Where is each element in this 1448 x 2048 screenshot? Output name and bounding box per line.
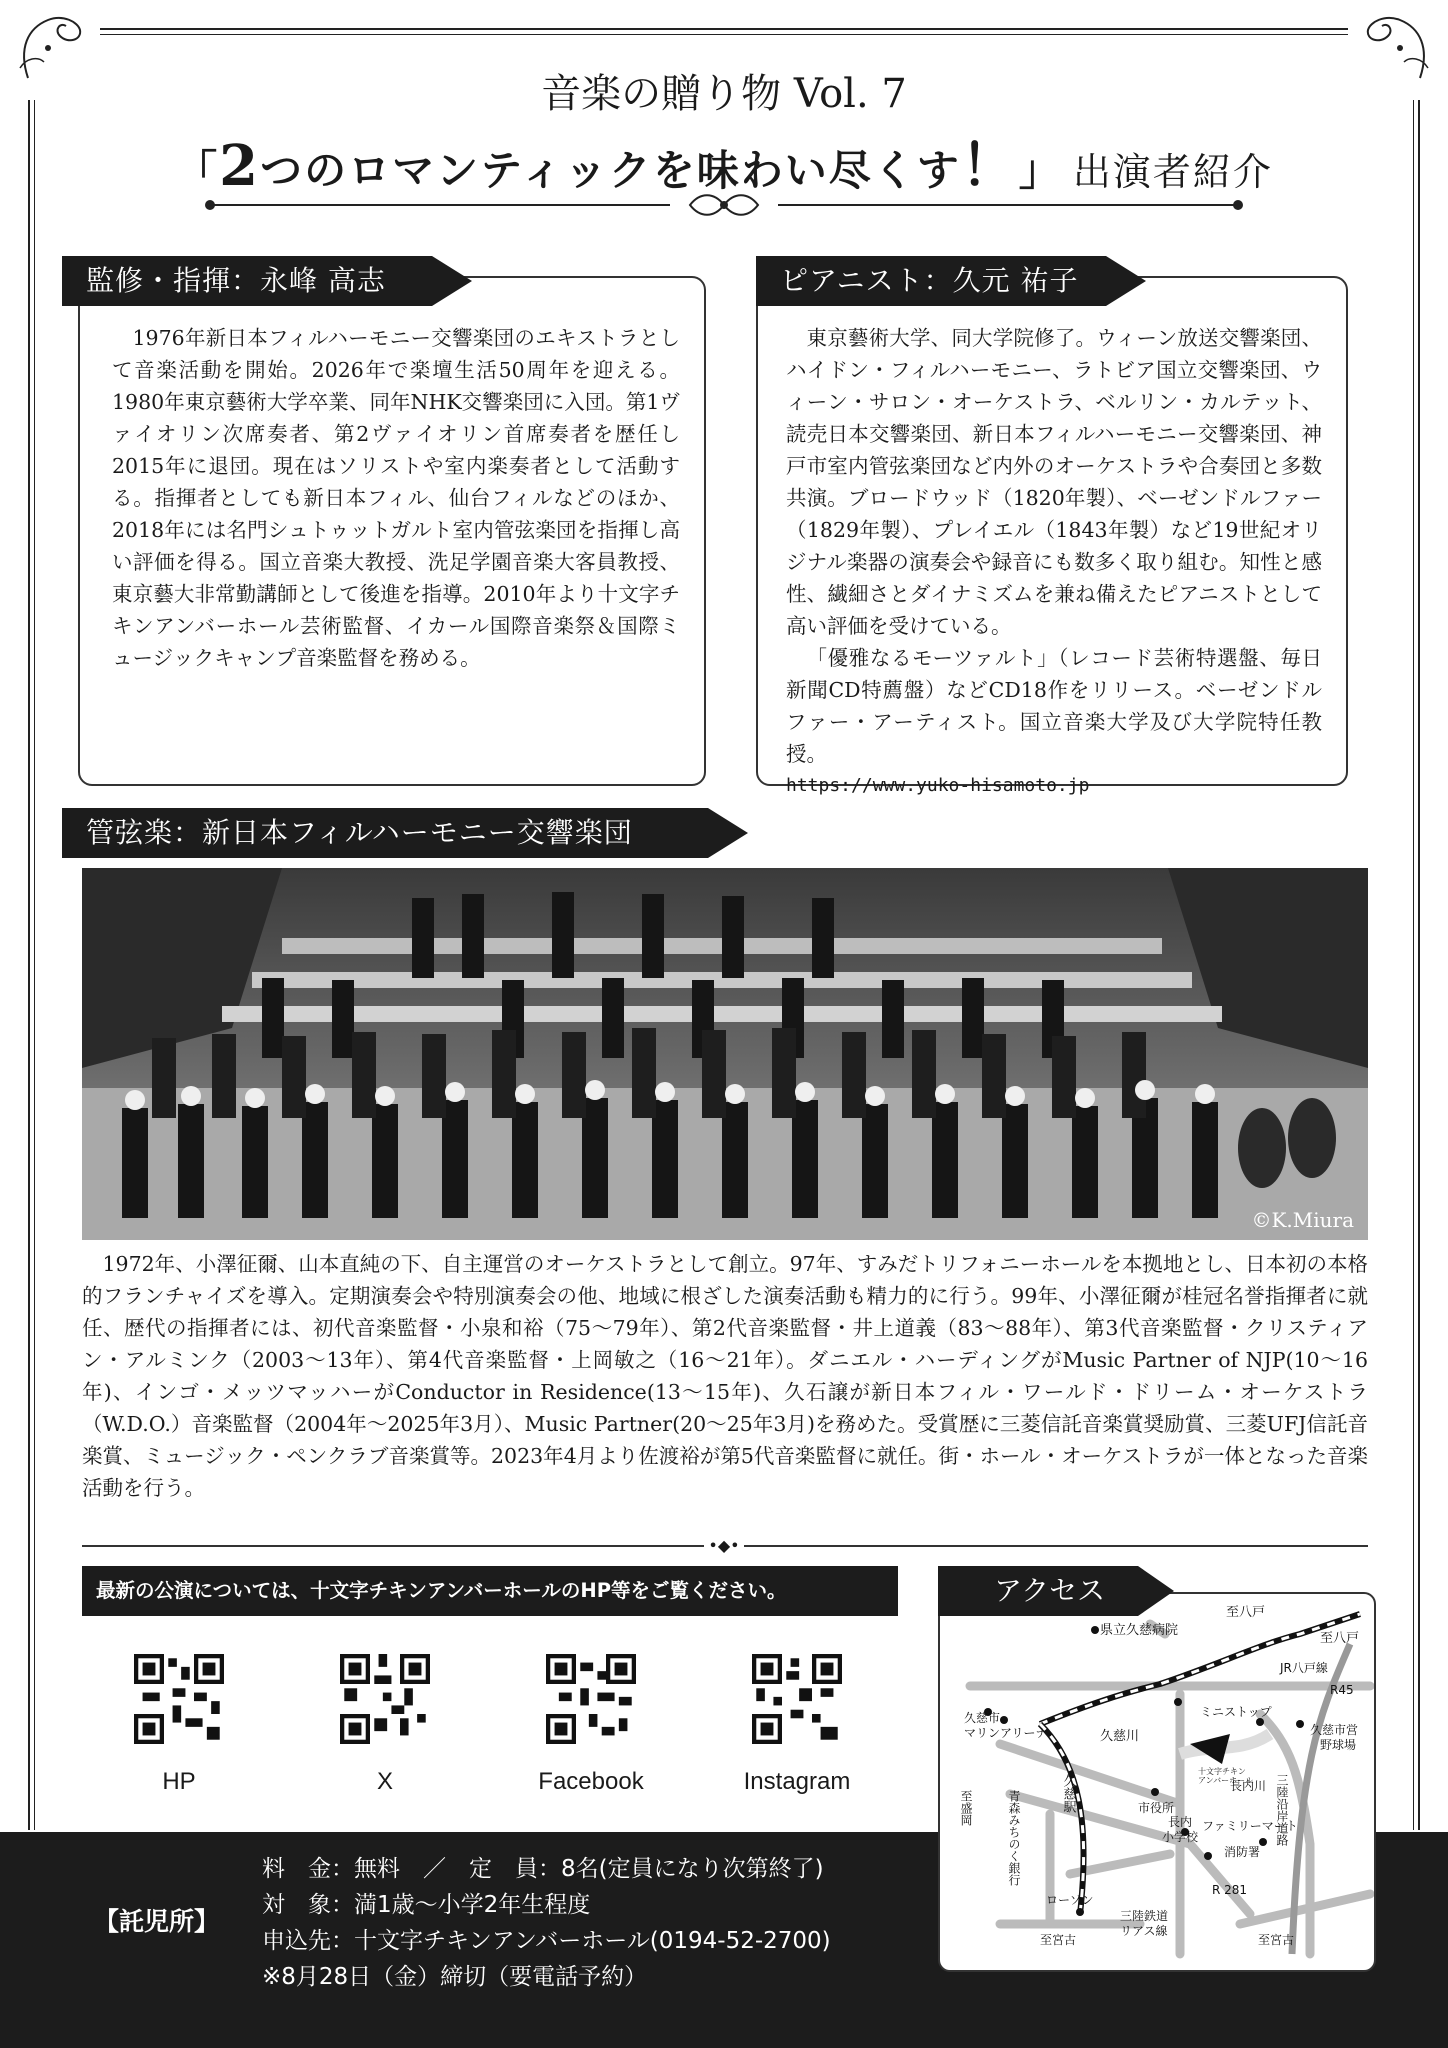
map-label-hachinohe-2: 至八戸 xyxy=(1320,1631,1360,1646)
title-exclamation: ！ xyxy=(960,133,1019,199)
title-open-bracket: 「 xyxy=(175,146,220,195)
access-tag: アクセス xyxy=(938,1566,1138,1616)
qr-code-instagram-icon[interactable] xyxy=(752,1654,842,1744)
map-label-family-mart: ファミリーマート xyxy=(1202,1819,1298,1833)
frame-right-line xyxy=(1418,100,1420,1830)
map-label-marine-1: 久慈市 xyxy=(964,1711,1001,1725)
pianist-website-link[interactable]: https://www.yuko-hisamoto.jp xyxy=(786,775,1090,796)
frame-top-line-inner xyxy=(100,34,1348,35)
frame-top-line xyxy=(100,28,1348,30)
map-label-aomori-bank: 青森みちのく銀行 xyxy=(1007,1790,1021,1886)
orchestra-photo-image xyxy=(82,868,1368,1240)
orchestra-bio xyxy=(82,1248,1368,1504)
map-label-rias-1: 三陸鉄道 xyxy=(1120,1909,1169,1923)
divider-ornament-icon: •◆• xyxy=(704,1536,744,1556)
map-label-marine xyxy=(964,1710,1048,1740)
map-label-miyako-1: 至宮古 xyxy=(1040,1933,1077,1947)
pianist-bio-text-2: 「優雅なるモーツァルト」（レコード芸術特選盤、毎日新聞CD特薦盤）などCD18作をリリース。ベーゼンドルファー・アーティスト。国立音楽大学及び大学院特任教授。 xyxy=(786,646,1322,766)
daycare-line-deadline: ※8月28日（金）締切（要電話予約） xyxy=(262,1964,648,1990)
pianist-tag: ピアニスト：久元 祐子 xyxy=(756,256,1106,306)
map-label-hospital: 県立久慈病院 xyxy=(1100,1623,1179,1638)
map-label-baseball-2: 野球場 xyxy=(1320,1738,1357,1752)
qr-label-facebook[interactable]: Facebook xyxy=(538,1768,644,1795)
conductor-bio xyxy=(112,322,680,674)
map-label-marine-2: マリンアリーナ xyxy=(964,1726,1048,1740)
map-label-hachinohe-1: 至八戸 xyxy=(1226,1605,1266,1620)
map-label-rias-2: リアス線 xyxy=(1120,1924,1168,1938)
map-label-morioka: 至盛岡 xyxy=(959,1790,973,1826)
conductor-tag: 監修・指揮：永峰 高志 xyxy=(62,256,432,306)
map-label-baseball-1: 久慈市営 xyxy=(1310,1723,1359,1737)
photo-credit: ©K.Miura xyxy=(1251,1208,1354,1232)
pianist-bio xyxy=(786,322,1322,802)
map-label-r281: R 281 xyxy=(1212,1883,1248,1897)
map-label-ministop: ミニストップ xyxy=(1200,1705,1272,1719)
map-label-kujigawa: 久慈川 xyxy=(1100,1729,1140,1744)
qr-code-facebook-icon[interactable] xyxy=(546,1654,636,1744)
map-label-lawson: ローソン xyxy=(1046,1893,1094,1907)
title-main: つのロマンティックを味わい尽くす xyxy=(260,146,961,195)
qr-label-x[interactable]: X xyxy=(376,1768,393,1795)
frame-right-line-inner xyxy=(1413,100,1414,1830)
orchestra-bio-text: 1972年、小澤征爾、山本直純の下、自主運営のオーケストラとして創立。97年、すみだトリフォニーホールを本拠地とし、日本初の本格的フランチャイズを導入。定期演奏会や特別演奏会の他、地域に根ざした演奏活動も精力的に行う。99年、小澤征爾が桂冠名誉指揮者に就任、歴代の指揮者には、初代音楽監督・小泉和裕（75～79年）、第2代音楽監督・井上道義（83～88年）、第3代音楽監督・クリスティアン・アルミンク（2003～13年）、第4代音楽監督・上岡敏之（16～21年）。ダニエル・ハーディングがMusic Partner of NJP(10～16年)、インゴ・メッツマッハーがConductor in Residence(13～15年)、久石譲が新日本フィル・ワールド・ドリーム・オーケストラ（W.D.O.）音楽監督（2004年～2025年3月）、Music Partner(20～25年3月)を務めた。受賞歴に三菱信託音楽賞奨励賞、三菱UFJ信託音楽賞、ミュージック・ペンクラブ音楽賞等。2023年4月より佐渡裕が第5代音楽監督に就任。街・ホール・オーケストラが一体となった音楽活動を行う。 xyxy=(82,1252,1368,1500)
map-label-jr: JR八戸線 xyxy=(1280,1661,1328,1675)
map-label-school-1: 長内 xyxy=(1168,1815,1193,1829)
map-label-sanriku-road: 三陸沿岸道路 xyxy=(1275,1774,1289,1846)
map-label-kuji-station: 久慈駅 xyxy=(1060,1774,1076,1813)
notice-banner: 最新の公演については、十文字チキンアンバーホールのHP等をご覧ください。 xyxy=(82,1566,898,1616)
qr-code-x-icon[interactable] xyxy=(340,1654,430,1744)
frame-left-line xyxy=(28,100,30,1830)
access-map xyxy=(938,1592,1376,1972)
orchestra-tag: 管弦楽：新日本フィルハーモニー交響楽団 xyxy=(62,808,708,858)
map-label-hall-logo-2: アンバーホール xyxy=(1198,1776,1253,1785)
map-label-school-2: 小学校 xyxy=(1162,1830,1199,1844)
map-label-nagauchi-river: 長内川 xyxy=(1230,1779,1267,1793)
map-label-hall-logo-1: 十文字チキン xyxy=(1198,1767,1246,1776)
map-label-fire: 消防署 xyxy=(1224,1845,1261,1859)
qr-code-hp-icon[interactable] xyxy=(134,1654,224,1744)
page-title-line1: 音楽の贈り物 Vol. 7 xyxy=(541,71,907,117)
map-label-cityhall: 市役所 xyxy=(1138,1801,1175,1815)
map-label-r45: R45 xyxy=(1330,1683,1354,1697)
map-label-hall-logo xyxy=(1198,1766,1253,1785)
qr-label-instagram[interactable]: Instagram xyxy=(743,1768,851,1795)
title-number: 2 xyxy=(219,133,261,199)
daycare-label: 【託児所】 xyxy=(94,1907,220,1936)
daycare-line-contact: 申込先：十文字チキンアンバーホール(0194-52-2700) xyxy=(262,1928,831,1954)
access-map-drawing xyxy=(940,1594,1374,1970)
title-ornament-icon xyxy=(200,190,1248,220)
frame-left-line-inner xyxy=(34,100,35,1830)
conductor-bio-text: 1976年新日本フィルハーモニー交響楽団のエキストラとして音楽活動を開始。2026年で楽壇生活50周年を迎える。1980年東京藝術大学卒業、同年NHK交響楽団に入団。第1ヴァイオリン次席奏者、第2ヴァイオリン首席奏者を歴任し2015年に退団。現在はソリストや室内楽奏者として活動する。指揮者としても新日本フィル、仙台フィルなどのほか、2018年には名門シュトゥットガルト室内管弦楽団を指揮し高い評価を得る。国立音楽大教授、洗足学園音楽大客員教授、東京藝大非常勤講師として後進を指導。2010年より十文字チキンアンバーホール芸術監督、イカール国際音楽祭＆国際ミュージックキャンプ音楽監督を務める。 xyxy=(112,326,680,670)
daycare-line-target: 対 象：満1歳～小学2年生程度 xyxy=(262,1892,591,1918)
qr-label-hp[interactable]: HP xyxy=(162,1768,196,1795)
pianist-bio-text-1: 東京藝術大学、同大学院修了。ウィーン放送交響楽団、ハイドン・フィルハーモニー、ラトビア国立交響楽団、ウィーン・サロン・オーケストラ、ベルリン・カルテット、読売日本交響楽団、新日本フィルハーモニー交響楽団、神戸市室内管弦楽団など内外のオーケストラや合奏団と多数共演。ブロードウッド（1820年製）、ベーゼンドルファー（1829年製）、プレイエル（1843年製）など19世紀オリジナル楽器の演奏会や録音にも数多く取り組む。知性と感性、繊細さとダイナミズムを兼ね備えたピアニストとして高い評価を受けている。 xyxy=(786,326,1322,638)
map-label-miyako-2: 至宮古 xyxy=(1258,1933,1295,1947)
daycare-line-fee: 料 金：無料 ／ 定 員：8名(定員になり次第終了) xyxy=(262,1856,824,1882)
title-suffix: 出演者紹介 xyxy=(1072,150,1273,194)
title-close-bracket: 」 xyxy=(1018,146,1063,195)
orchestra-photo xyxy=(82,868,1368,1240)
